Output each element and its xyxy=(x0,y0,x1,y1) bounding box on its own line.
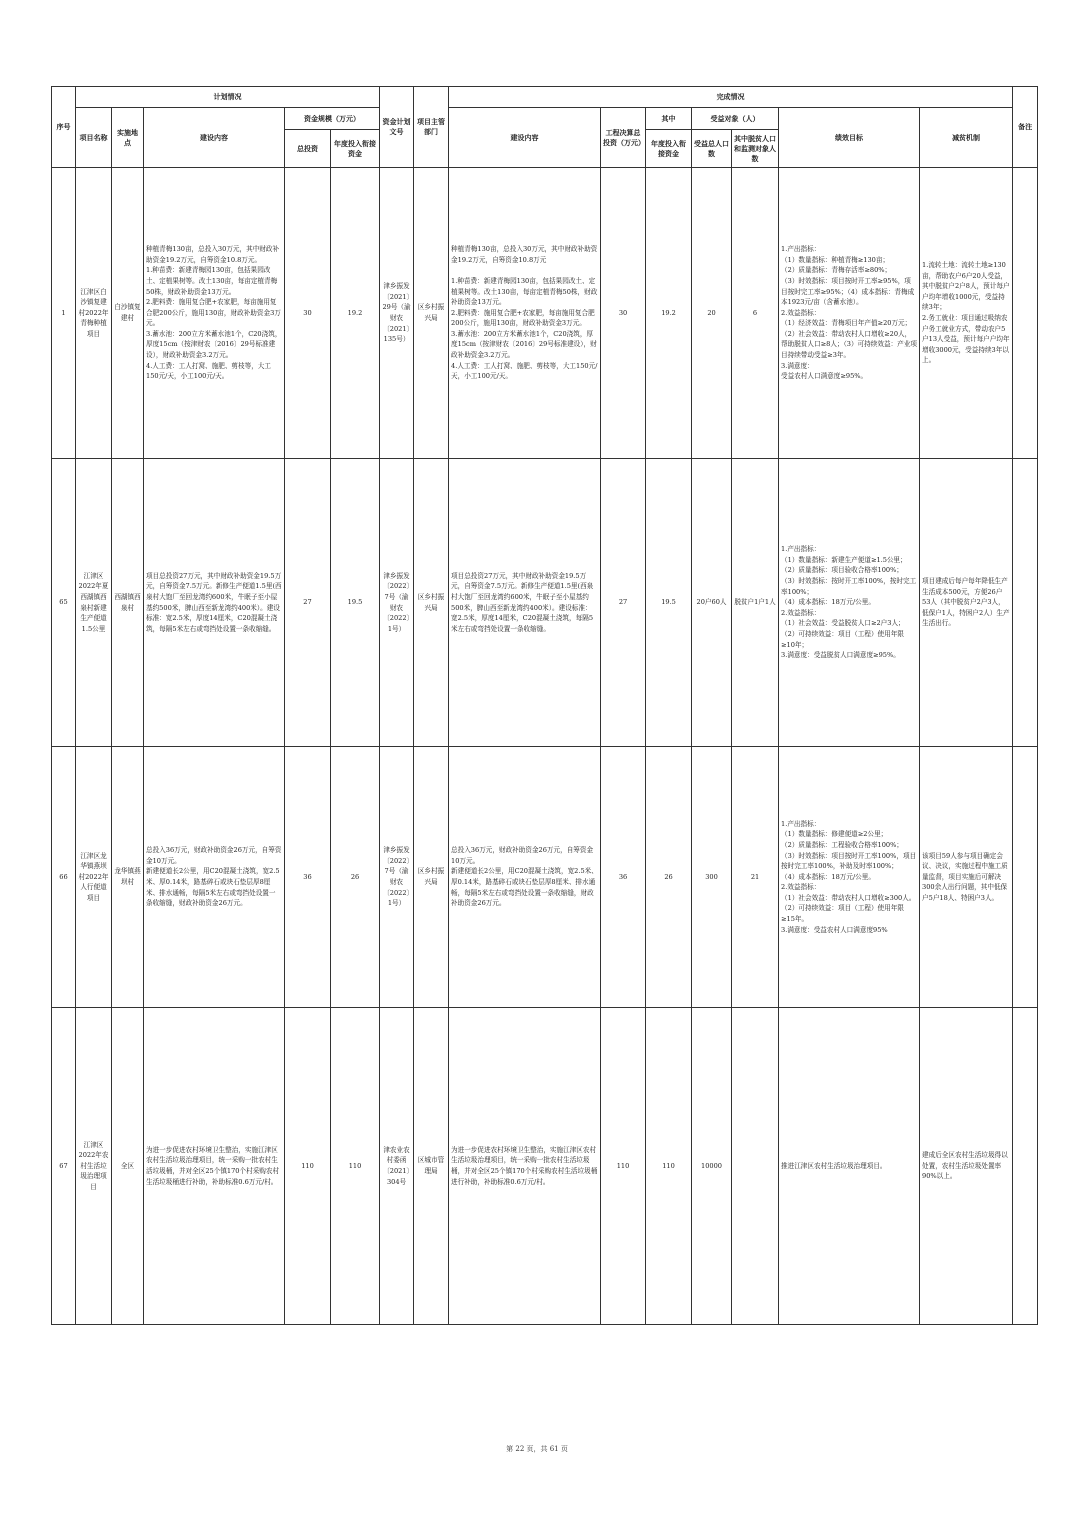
row-annual-fund: 26 xyxy=(331,747,380,1008)
row-seq: 66 xyxy=(52,747,76,1008)
row-content: 项目总投资27万元，其中财政补助资金19.5万元，自筹资金7.5万元。新修生产便道1.5里(西泉村大饱厂至回龙湾约600米，牛眠子至小屋基约500米，脾山西至新龙湾约400米）。建设标准：宽2.5米，厚度14厘米，C20混凝土浇筑，每隔5米左右或弯挡处设置一条收缩缝。 xyxy=(144,459,285,747)
row-annual-fund: 19.5 xyxy=(331,459,380,747)
row-final-invest: 27 xyxy=(601,459,646,747)
header-of-which: 其中 xyxy=(646,108,692,130)
table-row xyxy=(52,459,1038,747)
header-total-invest: 总投资 xyxy=(285,130,331,168)
row-content: 种植青梅130亩，总投入30万元，其中财政补助资金19.2万元，自筹资金10.8万元。 1.种苗费：新建青梅园130亩，包括果园改土、定植果树等。改土130亩，每亩定植青梅50株，财政补助资金13万元。 2.肥料费：施用复合肥+农家肥，每亩施用复合肥200公斤，施用130亩，财政补助资金3万元。 3.蓄水池：200立方米蓄水池1个，C20浇筑，厚度15cm（按津财农〔2016〕29号标准建设），财政补助资金3.2万元。 4.人工费：工人打窝、施肥、剪枝等，大工150元/天，小工100元/天。 xyxy=(144,168,285,459)
row-location: 西湖镇西泉村 xyxy=(112,459,144,747)
row-done-annual: 19.5 xyxy=(646,459,692,747)
row-benef-poor: 6 xyxy=(732,168,779,459)
row-final-invest: 30 xyxy=(601,168,646,459)
row-goal: 推进江津区农村生活垃圾治理项目。 xyxy=(779,1008,920,1325)
row-content: 总投入36万元，财政补助资金26万元，自筹资金10万元。 新建便道长2公里，用C20混凝土浇筑，宽2.5米、厚0.14米，路基碎石或块石垫层厚8厘米、排水通畅，每隔5米左右或弯挡处设置一条收缩缝，财政补助资金26万元。 xyxy=(144,747,285,1008)
row-dept: 区乡村振兴局 xyxy=(414,168,449,459)
row-total-invest: 110 xyxy=(285,1008,331,1325)
row-final-invest: 110 xyxy=(601,1008,646,1325)
header-remark: 备注 xyxy=(1013,87,1038,168)
header-plan-doc: 资金计划文号 xyxy=(380,87,414,168)
row-total-invest: 36 xyxy=(285,747,331,1008)
row-mechanism: 项目建成后每户每年降低生产生活成本500元，方便26户53人（其中脱贫户2户3人，低保户1人，特困户2人）生产生活出行。 xyxy=(920,459,1013,747)
header-dept: 项目主管部门 xyxy=(414,87,449,168)
header-final-invest: 工程决算总投资（万元） xyxy=(601,108,646,168)
row-done-content: 种植青梅130亩，总投入30万元，其中财政补助资金19.2万元，自筹资金10.8万元 1.种苗费：新建青梅园130亩，包括果园改土、定植果树等。改土130亩，每亩定植青梅50株，财政补助资金13万元。 2.肥料费：施用复合肥+农家肥，每亩施用复合肥200公斤，施用130亩，财政补助资金3万元。 3.蓄水池：200立方米蓄水池1个，C20浇筑，厚度15cm（按津财农〔2016〕29号标准建设），财政补助资金3.2万元。 4.人工费：工人打窝、施肥、剪枝等，大工150元/天，小工100元/天。 xyxy=(449,168,601,459)
header-fund-scale: 资金规模（万元） xyxy=(285,108,380,130)
row-location: 龙华镇燕坝村 xyxy=(112,747,144,1008)
row-location: 白沙镇复建村 xyxy=(112,168,144,459)
row-mechanism: 建成后全区农村生活垃圾得以处置，农村生活垃圾处置率90%以上。 xyxy=(920,1008,1013,1325)
row-done-content: 项目总投资27万元，其中财政补助资金19.5万元，自筹资金7.5万元。新修生产便道1.5里(西泉村大饱厂至回龙湾约600米，牛眠子至小屋基约500米，脾山西至新龙湾约400米）。建设标准：宽2.5米，厚度14厘米，C20混凝土浇筑，每隔5米左右或弯挡处设置一条收缩缝。 xyxy=(449,459,601,747)
row-project-name: 江津区2022年夏西湖镇西泉村新建生产便道1.5公里 xyxy=(76,459,112,747)
row-done-content: 为进一步促进农村环境卫生整治，实施江津区农村生活垃圾治理项目，统一采购一批农村生活垃圾桶，并对全区25个镇170个村采购农村生活垃圾桶进行补助，补助标准0.6万元/村。 xyxy=(449,1008,601,1325)
row-content: 为进一步促进农村环境卫生整治，实施江津区农村生活垃圾治理项目，统一采购一批农村生活垃圾桶，并对全区25个镇170个村采购农村生活垃圾桶进行补助，补助标准0.6万元/村。 xyxy=(144,1008,285,1325)
row-seq: 1 xyxy=(52,168,76,459)
header-beneficiary: 受益对象（人） xyxy=(692,108,779,130)
row-final-invest: 36 xyxy=(601,747,646,1008)
row-benef-poor: 21 xyxy=(732,747,779,1008)
row-done-content: 总投入36万元，财政补助资金26万元，自筹资金10万元。 新建便道长2公里，用C20混凝土浇筑，宽2.5米、厚0.14米，路基碎石或块石垫层厚8厘米、排水通畅，每隔5米左右或弯挡处设置一条收缩缝，财政补助资金26万元。 xyxy=(449,747,601,1008)
row-goal: 1.产出指标： （1）数量指标：种植青梅≥130亩； （2）质量指标：青梅存活率≥80%； （3）时效指标：项目按时开工率≥95%，项目按时完工率≥95%；（4）成本指标：青梅成本1923元/亩（含蓄水池）。 2.效益指标： （1）经济效益：青梅项目年产值≥20万元；（2）社会效益：带动农村人口增收≥20人，帮助脱贫人口≥8人；（3）可持续效益：产业项目持续带动受益≥3年。 3.满意度： 受益农村人口满意度≥95%。 xyxy=(779,168,920,459)
row-done-annual: 26 xyxy=(646,747,692,1008)
row-project-name: 江津区2022年农村生活垃圾治理项目 xyxy=(76,1008,112,1325)
row-remark xyxy=(1013,747,1038,1008)
row-done-annual: 19.2 xyxy=(646,168,692,459)
row-plan-doc: 津乡振发〔2022〕7号（渝财农〔2022〕1号） xyxy=(380,459,414,747)
header-location: 实施地点 xyxy=(112,108,144,168)
row-project-name: 江津区白沙镇复建村2022年青梅种植项目 xyxy=(76,168,112,459)
header-mechanism: 减贫机制 xyxy=(920,108,1013,168)
row-plan-doc: 津乡振发〔2022〕7号（渝财农〔2022〕1号） xyxy=(380,747,414,1008)
row-seq: 67 xyxy=(52,1008,76,1325)
header-benef-total: 受益总人口数 xyxy=(692,130,732,168)
row-remark xyxy=(1013,168,1038,459)
header-seq: 序号 xyxy=(52,87,76,168)
header-goal: 绩效目标 xyxy=(779,108,920,168)
header-plan: 计划情况 xyxy=(76,87,380,108)
header-content: 建设内容 xyxy=(144,108,285,168)
row-project-name: 江津区龙华镇燕坝村2022年人行便道项目 xyxy=(76,747,112,1008)
row-plan-doc: 津农业农村委函〔2021〕304号 xyxy=(380,1008,414,1325)
table-row xyxy=(52,1008,1038,1325)
table-body xyxy=(52,168,1038,1325)
header-project-name: 项目名称 xyxy=(76,108,112,168)
project-table xyxy=(51,86,1038,1325)
row-goal: 1.产出指标： （1）数量指标：修建便道≥2公里； （2）质量指标：工程验收合格率100%； （3）时效指标：项目按时开工率100%，项目按时完工率100%，补助及时率100%； （4）成本指标：18万元/公里。 2.效益指标： （1）社会效益：带动农村人口增收≥300人。 （2）可持续效益：项目（工程）使用年限≥15年。 3.满意度：受益农村人口满意度95% xyxy=(779,747,920,1008)
row-done-annual: 110 xyxy=(646,1008,692,1325)
row-dept: 区乡村振兴局 xyxy=(414,459,449,747)
row-seq: 65 xyxy=(52,459,76,747)
row-annual-fund: 19.2 xyxy=(331,168,380,459)
row-benef-total: 300 xyxy=(692,747,732,1008)
table-row xyxy=(52,168,1038,459)
row-annual-fund: 110 xyxy=(331,1008,380,1325)
header-done-annual: 年度投入衔接资金 xyxy=(646,130,692,168)
row-goal: 1.产出指标： （1）数量指标：新建生产便道≥1.5公里； （2）质量指标：项目验收合格率100%； （3）时效指标：按时开工率100%，按时完工率100%； （4）成本指标：18万元/公里。 2.效益指标： （1）社会效益：受益脱贫人口≥2户3人； （2）可持续效益：项目（工程）使用年限≥10年； 3.满意度：受益脱贫人口满意度≥95%。 xyxy=(779,459,920,747)
header-done-content: 建设内容 xyxy=(449,108,601,168)
row-benef-poor: 脱贫户1户1人 xyxy=(732,459,779,747)
page-footer: 第 22 页，共 61 页 xyxy=(506,1445,568,1453)
row-mechanism: 1.流转土地：流转土地≥130亩，帮助农户6户20人受益，其中脱贫户2户8人，预计每户户均年增收1000元，受益持续3年； 2.务工就业：项目通过吸纳农户务工就业方式，带动农户5户13人受益，预计每户户均年增收3000元，受益持续3年以上。 xyxy=(920,168,1013,459)
row-benef-poor xyxy=(732,1008,779,1325)
header-benef-poor: 其中脱贫人口和监测对象人数 xyxy=(732,130,779,168)
row-remark xyxy=(1013,459,1038,747)
row-benef-total: 10000 xyxy=(692,1008,732,1325)
row-plan-doc: 津乡振发〔2021〕29号（渝财农〔2021〕135号） xyxy=(380,168,414,459)
row-remark xyxy=(1013,1008,1038,1325)
row-benef-total: 20户60人 xyxy=(692,459,732,747)
row-total-invest: 30 xyxy=(285,168,331,459)
row-dept: 区乡村振兴局 xyxy=(414,747,449,1008)
row-dept: 区城市管理局 xyxy=(414,1008,449,1325)
row-mechanism: 该项目59人参与项目确定会议、决议，实施过程中施工质量监督，项目实施后可解决300余人出行问题，其中低保户5户18人、特困户3人。 xyxy=(920,747,1013,1008)
header-annual-fund: 年度投入衔接资金 xyxy=(331,130,380,168)
row-total-invest: 27 xyxy=(285,459,331,747)
table-row xyxy=(52,747,1038,1008)
header-done: 完成情况 xyxy=(449,87,1013,108)
row-benef-total: 20 xyxy=(692,168,732,459)
row-location: 全区 xyxy=(112,1008,144,1325)
